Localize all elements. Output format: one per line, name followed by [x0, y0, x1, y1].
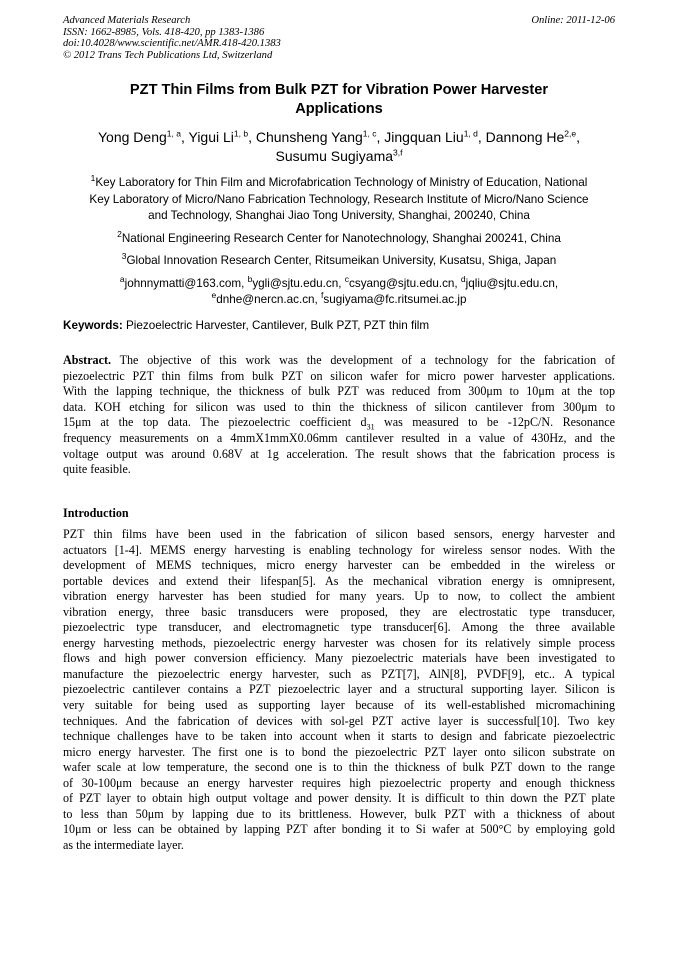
- author-separator: ,: [376, 129, 385, 145]
- body-line: energy harvesting methods, piezoelectric energy harvester was chosen for its relatively simple process: [63, 635, 615, 650]
- affiliation-3: [63, 253, 615, 270]
- body-line: as the intermediate layer.: [63, 837, 184, 852]
- body-line: of 30-100μm because an energy harvester requires high piezoelectric property and enough thickness: [63, 775, 615, 790]
- body-line: flows and high power conversion efficiency. Many piezoelectric materials have been investigated to: [63, 651, 615, 666]
- email-marker: f: [321, 290, 324, 301]
- affiliation-marker: 2: [117, 228, 122, 239]
- author-superscript: 1, b: [233, 128, 249, 139]
- email-list: [63, 273, 615, 309]
- abstract-line: piezoelectric PZT thin films from bulk PZT on silicon wafer for micro power harvester applications.: [63, 368, 615, 383]
- affiliation-marker: 3: [121, 251, 127, 262]
- author-separator: ,: [576, 129, 580, 145]
- author-name: Chunsheng Yang: [255, 129, 363, 145]
- abstract-line: was measured to be -12pC/N. Resonance: [374, 415, 615, 430]
- journal-name: Advanced Materials Research: [63, 15, 191, 26]
- coefficient-subscript: 31: [366, 422, 375, 432]
- body-line: vibration energy harvester has been studied for many years. Up to now, to collect the ambient: [63, 589, 615, 604]
- affiliation-text: and Technology, Shanghai Jiao Tong University, Shanghai, 200240, China: [148, 209, 530, 222]
- email-address[interactable]: dnhe@nercn.ac.cn,: [216, 293, 322, 306]
- email-address[interactable]: johnnymatti@163.com,: [124, 276, 248, 290]
- affiliation-text: Global Innovation Research Center, Ritsumeikan University, Kusatsu, Shiga, Japan: [126, 254, 557, 267]
- title-line: PZT Thin Films from Bulk PZT for Vibration Power Harvester: [129, 82, 549, 98]
- author-superscript: 2,e: [564, 128, 577, 139]
- body-line: piezoelectric type transducer, and electromagnetic type transducer[6]. Among the three available: [63, 620, 615, 635]
- abstract-line: With the lapping technique, the thickness of bulk PZT was reduced from 300μm to 10μm at the top: [63, 384, 615, 399]
- abstract-line: data. KOH etching for silicon was used to thin the thickness of silicon cantilever from 300μm to: [63, 399, 615, 414]
- abstract: [63, 353, 615, 478]
- issn-line: ISSN: 1662-8985, Vols. 418-420, pp 1383-1386: [63, 26, 265, 38]
- author-name: Jingquan Liu: [384, 129, 464, 145]
- abstract-line: The objective of this work was the development of a technology for the fabrication of: [111, 353, 615, 367]
- body-line: PZT thin films have been used in the fabrication of silicon based sensors, energy harvester and: [63, 527, 615, 541]
- body-line: actuators [1-4]. MEMS energy harvesting is enabling technology for wireless sensor nodes. With the: [63, 542, 615, 557]
- body-line: vibration energy, three basic transducers were proposed, they are electrostatic type transducer,: [63, 604, 615, 619]
- affiliation-2: [63, 228, 615, 248]
- keywords: [63, 318, 615, 334]
- body-line: technique challenges have to be taken into account when it starts to design and fabricate piezoelectric: [63, 729, 615, 744]
- abstract-line: quite feasible.: [63, 462, 131, 477]
- author-separator: ,: [180, 129, 189, 145]
- abstract-label: Abstract.: [63, 353, 112, 367]
- body-line: micro energy harvester. The first one is to bond the piezoelectric PZT layer onto silicon substrate on: [63, 744, 615, 759]
- email-address[interactable]: ygli@sjtu.edu.cn,: [252, 276, 345, 290]
- body-line: portable devices and extend their lifespan[5]. As the mechanical vibration energy is omnipresent,: [63, 573, 615, 588]
- email-address[interactable]: sugiyama@fc.ritsumei.ac.jp: [323, 293, 467, 306]
- email-marker: e: [211, 290, 217, 301]
- body-line: wafer scale at low temperature, the second one is to thin the thickness of bulk PZT down to the range: [63, 760, 615, 775]
- online-date: Online: 2011-12-06: [531, 15, 615, 26]
- author-superscript: 3,f: [393, 147, 403, 158]
- author-separator: ,: [477, 129, 486, 145]
- author-name: Yigui Li: [188, 129, 234, 145]
- author-superscript: 1, a: [166, 128, 181, 139]
- title-line: Applications: [295, 101, 383, 117]
- author-name: Dannong He: [485, 129, 565, 145]
- body-line: piezoelectric cantilever contains a PZT piezoelectric layer and a structural supporting layer. Silicon is: [63, 682, 615, 697]
- affiliation-text: Key Laboratory for Thin Film and Microfabrication Technology of Ministry of Education, National: [95, 176, 588, 189]
- keywords-label: Keywords:: [63, 319, 123, 332]
- author-separator: ,: [248, 129, 256, 145]
- abstract-line: 15μm at the top data. The piezoelectric coefficient d: [63, 415, 367, 430]
- email-marker: b: [247, 273, 253, 284]
- author-superscript: 1, c: [362, 128, 377, 139]
- paper-title: [63, 81, 615, 119]
- body-line: very suitable for being used as supporting layer because of its well-established micromachining: [63, 698, 615, 713]
- affiliation-text: National Engineering Research Center for Nanotechnology, Shanghai 200241, China: [121, 231, 561, 245]
- copyright-line: © 2012 Trans Tech Publications Ltd, Switzerland: [63, 49, 273, 61]
- body-line: manufacture the piezoelectric energy harvester, such as PZT[7], AlN[8], PVDF[9], etc.. A typical: [63, 666, 615, 681]
- author-list: [63, 128, 615, 166]
- introduction-body: [63, 527, 615, 853]
- email-marker: a: [119, 273, 125, 284]
- affiliation-marker: 1: [90, 173, 96, 184]
- affiliation-1: [63, 175, 615, 225]
- body-line: to less than 50μm by lapping due to its brittleness. However, bulk PZT with a thickness of about: [63, 806, 615, 821]
- email-marker: d: [460, 273, 466, 284]
- affiliation-text: Key Laboratory of Micro/Nano Fabrication Technology, Research Institute of Micro/Nano Science: [89, 192, 589, 206]
- abstract-line: frequency measurements on a 4mmX1mmX0.06mm cantilever resulted in a value of 430Hz, and the: [63, 430, 615, 445]
- journal-header: [63, 15, 615, 61]
- abstract-line: voltage output was around 0.68V at 1g acceleration. The result shows that the fabrication process is: [63, 446, 615, 461]
- body-line: techniques. And the fabrication of devices with sol-gel PZT active layer is successful[10]. Two key: [63, 713, 615, 728]
- body-line: 10μm or less can be obtained by lapping PZT after bonding it to Si wafer at 500°C by employing gold: [63, 822, 615, 837]
- section-heading-introduction: Introduction: [63, 506, 129, 520]
- author-superscript: 1, d: [463, 128, 478, 139]
- doi-line[interactable]: doi:10.4028/www.scientific.net/AMR.418-420.1383: [63, 38, 281, 49]
- author-name: Yong Deng: [98, 129, 167, 145]
- email-address[interactable]: csyang@sjtu.edu.cn,: [349, 276, 461, 290]
- body-line: of PZT layer to obtain high output voltage and power density. It is difficult to thin down the PZT plate: [63, 791, 615, 806]
- email-address[interactable]: jqliu@sjtu.edu.cn,: [465, 276, 559, 290]
- body-line: development of MEMS techniques, micro energy harvester can be embedded in the wireless or: [63, 558, 615, 573]
- email-marker: c: [344, 273, 349, 284]
- author-name: Susumu Sugiyama: [275, 148, 394, 164]
- keywords-text: Piezoelectric Harvester, Cantilever, Bulk PZT, PZT thin film: [122, 319, 430, 332]
- affiliations: [63, 175, 615, 309]
